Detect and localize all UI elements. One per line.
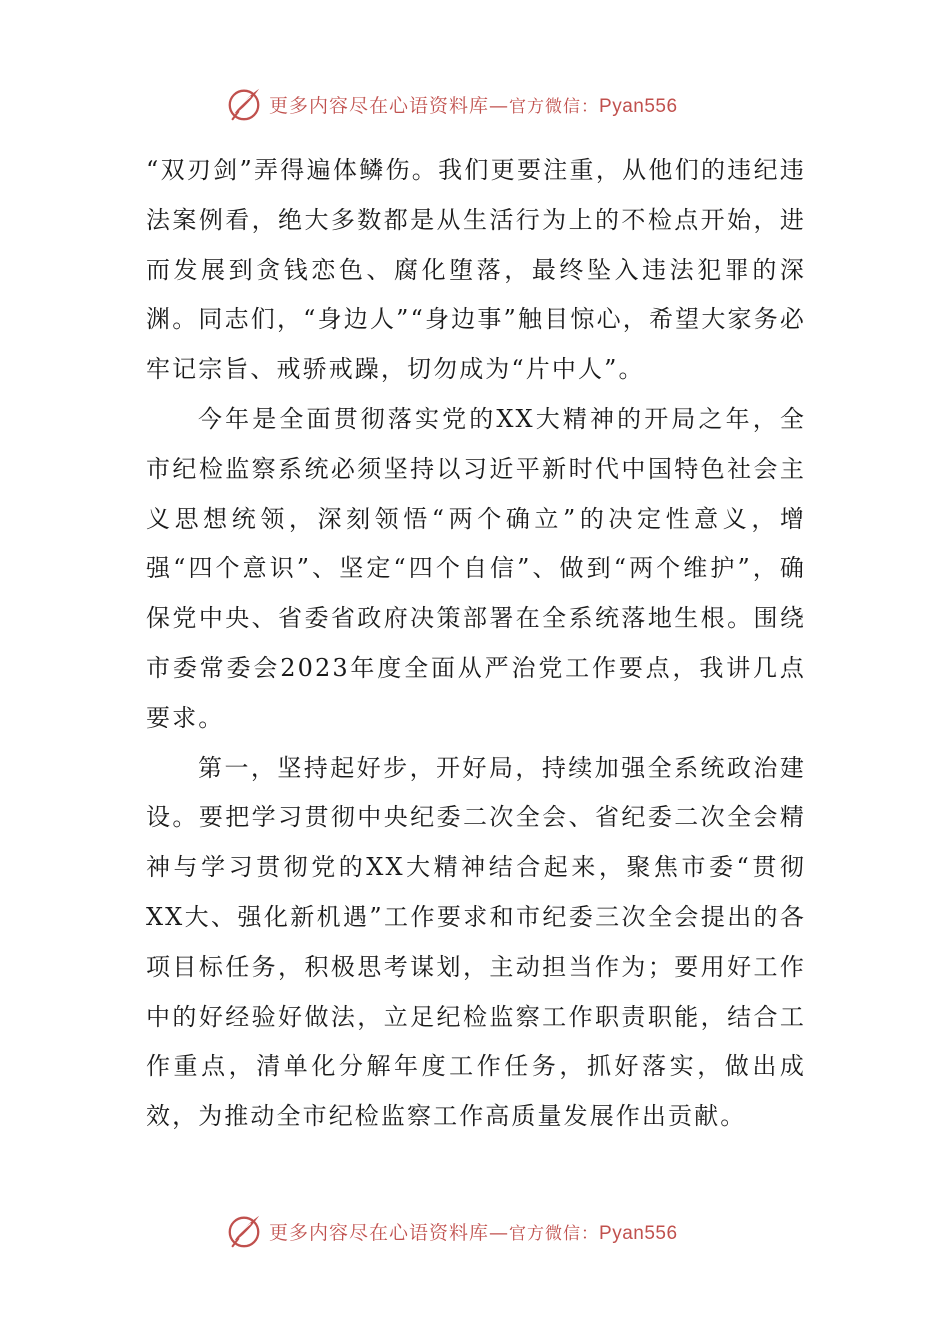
banner-main-text: 更多内容尽在心语资料库 bbox=[269, 94, 490, 117]
banner-text bbox=[269, 91, 678, 118]
banner-label: 官方微信： bbox=[509, 96, 600, 117]
quill-pen-logo-icon bbox=[225, 1212, 263, 1250]
document-body bbox=[146, 146, 806, 1142]
banner-handle: Pyan556 bbox=[599, 95, 678, 117]
paragraph-3: 第一，坚持起好步，开好局，持续加强全系统政治建设。要把学习贯彻中央纪委二次全会、省纪委二次全会精神与学习贯彻党的XX大精神结合起来，聚焦市委“贯彻XX大、强化新机遇”工作要求和市纪委三次全会提出的各项目标任务，积极思考谋划，主动担当作为；要用好工作中的好经验好做法，立足纪检监察工作职责职能，结合工作重点，清单化分解年度工作任务，抓好落实，做出成效，为推动全市纪检监察工作高质量发展作出贡献。 bbox=[146, 753, 806, 1131]
banner-text bbox=[269, 1218, 678, 1245]
banner-separator: — bbox=[489, 94, 510, 117]
footer-banner[interactable] bbox=[225, 1211, 745, 1251]
banner-label: 官方微信： bbox=[509, 1223, 600, 1244]
banner-separator: — bbox=[489, 1221, 510, 1244]
quill-pen-logo-icon bbox=[225, 85, 263, 123]
paragraph-1: “双刃剑”弄得遍体鳞伤。我们更要注重，从他们的违纪违法案例看，绝大多数都是从生活行为上的不检点开始，进而发展到贪钱恋色、腐化堕落，最终坠入违法犯罪的深渊。同志们，“身边人”“身边事”触目惊心，希望大家务必牢记宗旨、戒骄戒躁，切勿成为“片中人”。 bbox=[146, 156, 806, 384]
header-banner[interactable] bbox=[225, 84, 745, 124]
paragraph-2: 今年是全面贯彻落实党的XX大精神的开局之年，全市纪检监察系统必须坚持以习近平新时代中国特色社会主义思想统领，深刻领悟“两个确立”的决定性意义，增强“四个意识”、坚定“四个自信”、做到“两个维护”，确保党中央、省委省政府决策部署在全系统落地生根。围绕市委常委会2023年度全面从严治党工作要点，我讲几点要求。 bbox=[146, 404, 806, 732]
banner-handle: Pyan556 bbox=[599, 1222, 678, 1244]
banner-main-text: 更多内容尽在心语资料库 bbox=[269, 1221, 490, 1244]
